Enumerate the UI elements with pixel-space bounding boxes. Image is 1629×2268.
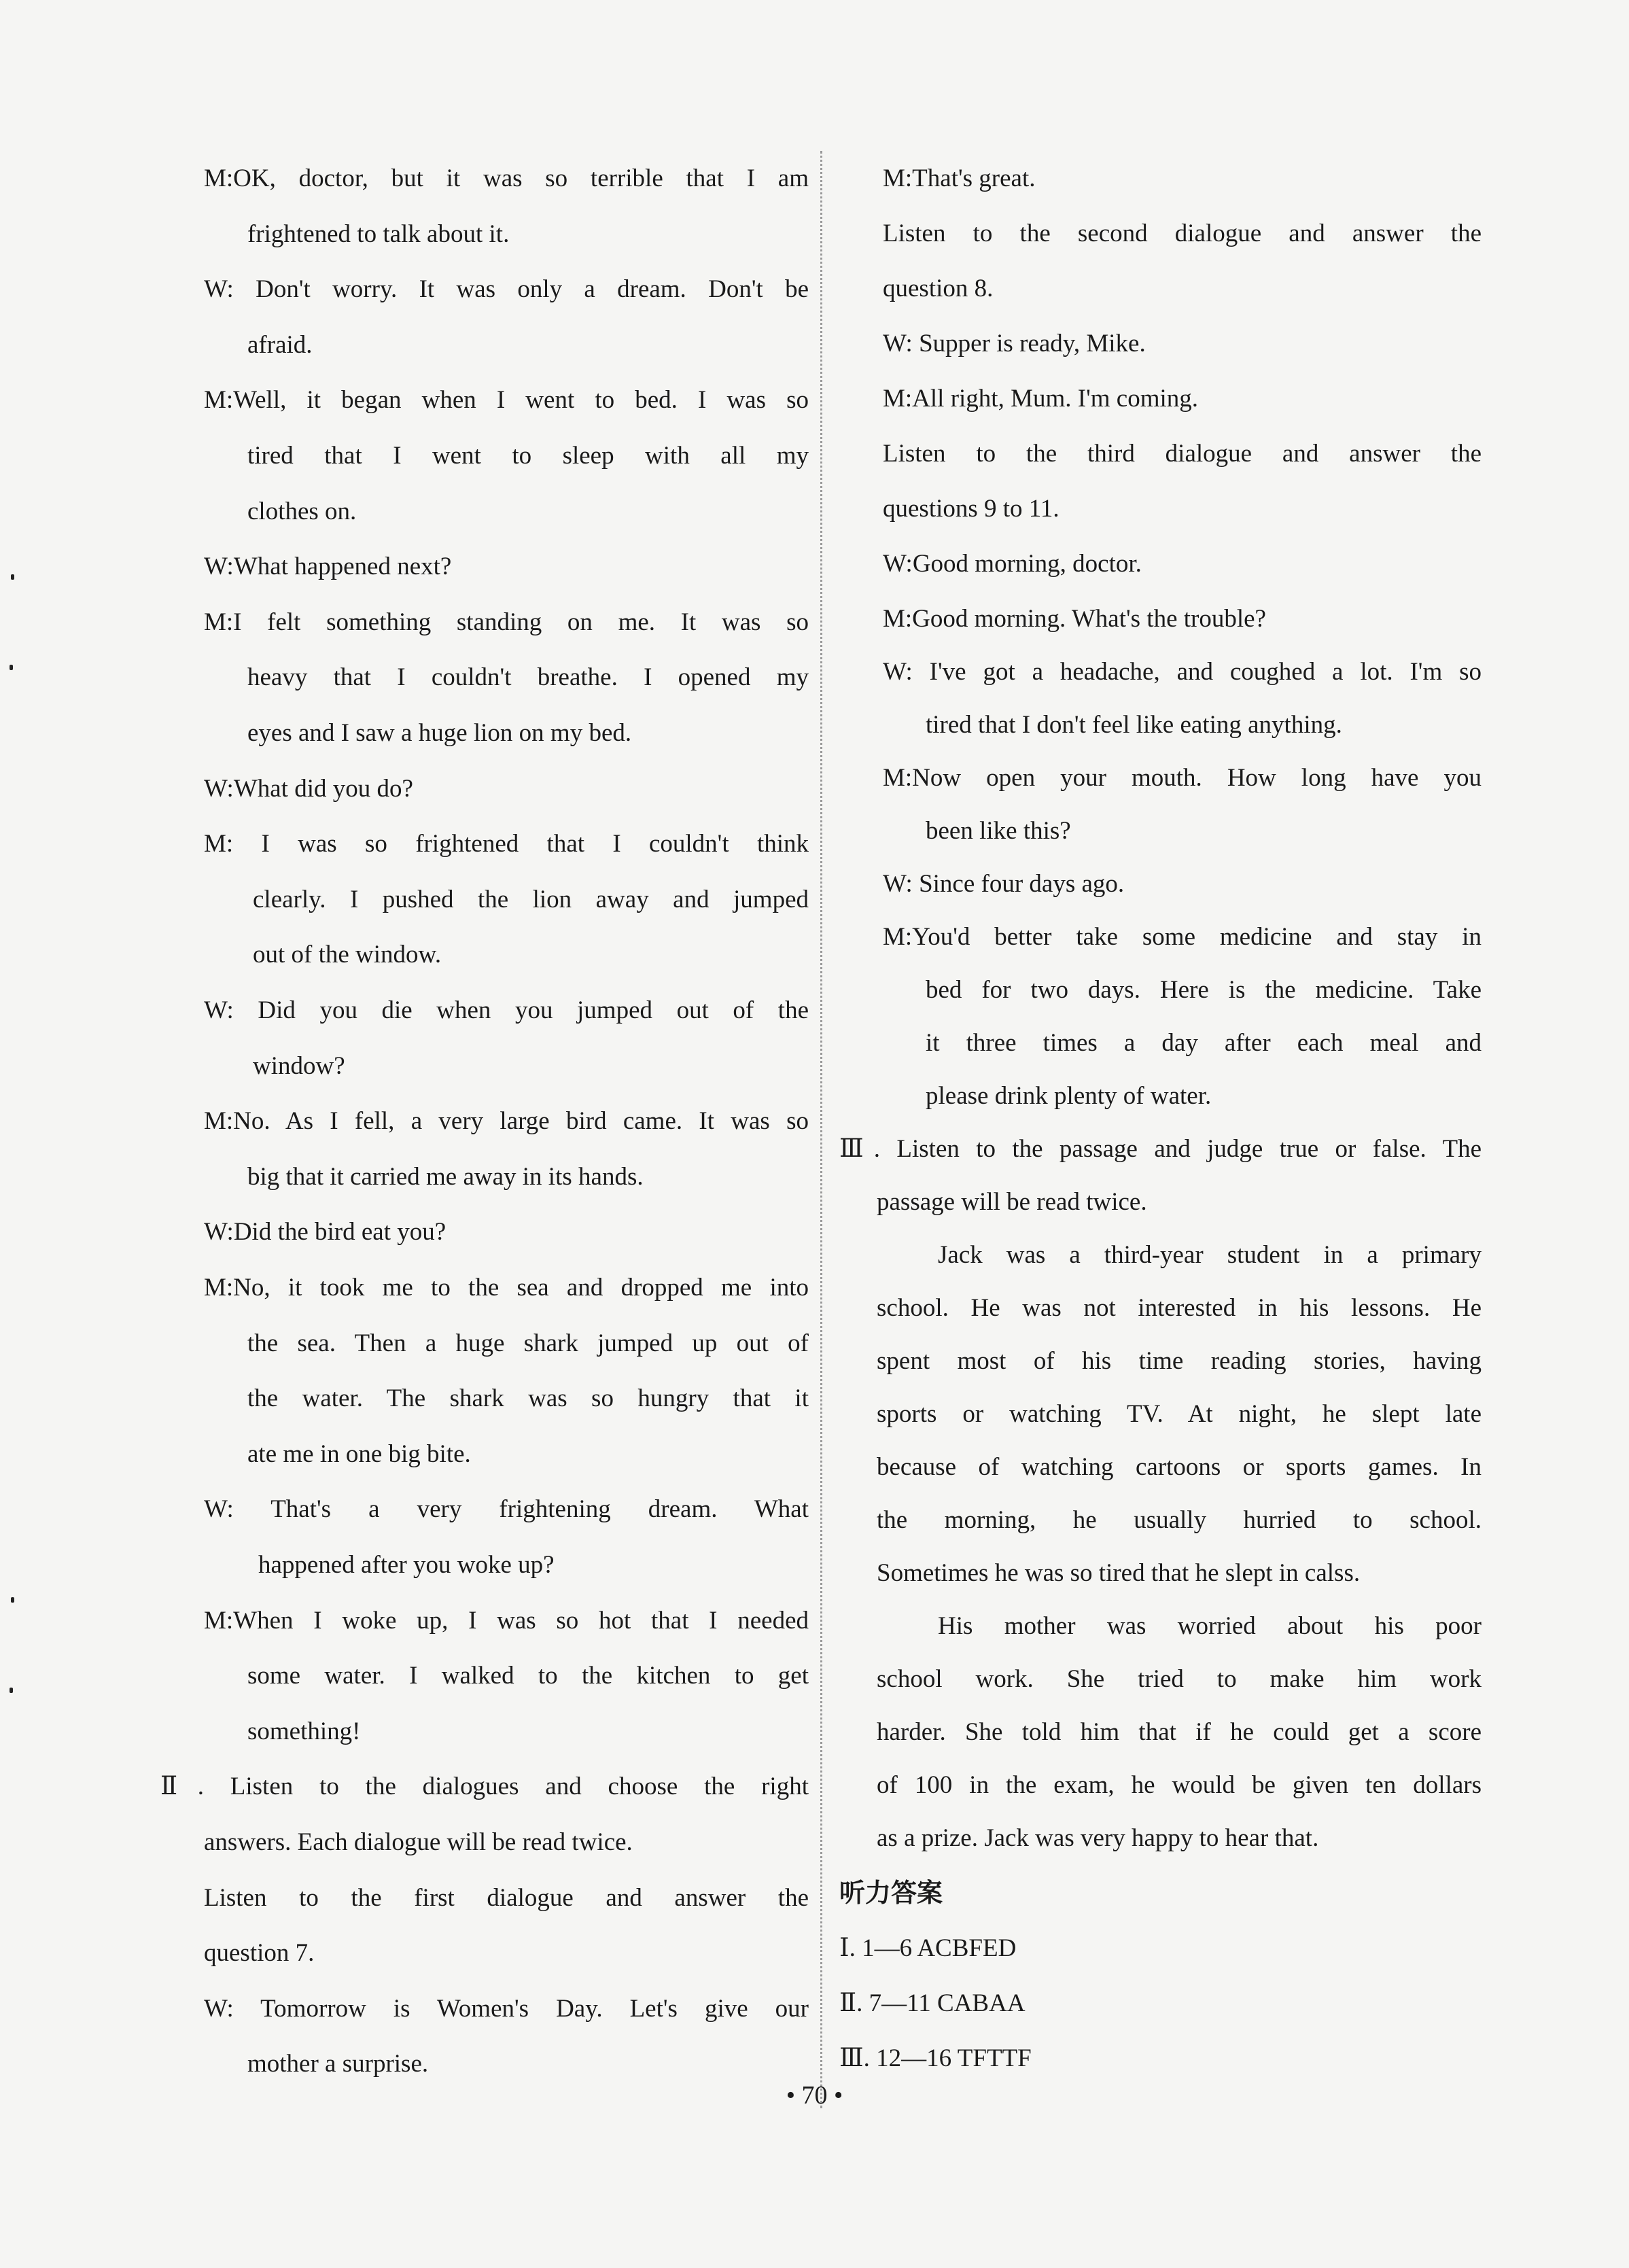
text-line: some water. I walked to the kitchen to get: [247, 1662, 809, 1690]
text-line: the sea. Then a huge shark jumped up out of: [247, 1329, 809, 1357]
page-number: • 70 •: [786, 2081, 843, 2110]
text-line: tired that I went to sleep with all my: [247, 442, 809, 470]
text-line: W:What did you do?: [204, 774, 413, 803]
scan-speck: [10, 1688, 13, 1693]
text-line: Jack was a third-year student in a primary: [938, 1241, 1482, 1269]
text-line: bed for two days. Here is the medicine. Take: [926, 976, 1482, 1004]
text-line: as a prize. Jack was very happy to hear that.: [877, 1824, 1319, 1852]
text-line: M:Good morning. What's the trouble?: [883, 605, 1266, 633]
text-line: ate me in one big bite.: [247, 1440, 471, 1468]
text-line: His mother was worried about his poor: [938, 1612, 1482, 1640]
text-line: W: Don't worry. It was only a dream. Don't be: [204, 275, 809, 304]
text-line: question 8.: [883, 275, 994, 302]
text-line: Ⅲ. 12—16 TFTTF: [839, 2044, 1032, 2072]
text-line: M:Well, it began when I went to bed. I was so: [204, 386, 809, 415]
scan-speck: [10, 665, 13, 670]
text-line: frightened to talk about it.: [247, 220, 510, 248]
text-line: M:OK, doctor, but it was so terrible that I am: [204, 164, 809, 192]
text-line: Listen to the second dialogue and answer the: [883, 220, 1482, 247]
text-line: of 100 in the exam, he would be given ten dollars: [877, 1771, 1482, 1799]
text-line: afraid.: [247, 330, 313, 359]
text-line: clearly. I pushed the lion away and jumped: [253, 885, 809, 913]
text-line: Ⅱ. Listen to the dialogues and choose the right: [160, 1773, 809, 1801]
text-line: Listen to the first dialogue and answer the: [204, 1883, 809, 1912]
text-line: harder. She told him that if he could get a score: [877, 1718, 1482, 1746]
text-line: because of watching cartoons or sports games. In: [877, 1453, 1482, 1481]
text-line: M:No, it took me to the sea and dropped me into: [204, 1274, 809, 1302]
text-line: Sometimes he was so tired that he slept in calss.: [877, 1559, 1361, 1587]
text-line: please drink plenty of water.: [926, 1082, 1212, 1110]
scan-speck: [11, 574, 14, 580]
text-line: W: Since four days ago.: [883, 870, 1125, 898]
text-line: W: I've got a headache, and coughed a lot. I'm so: [883, 658, 1482, 686]
text-line: W: Did you die when you jumped out of the: [204, 996, 809, 1024]
text-line: passage will be read twice.: [877, 1188, 1147, 1216]
text-line: questions 9 to 11.: [883, 495, 1059, 523]
text-line: spent most of his time reading stories, having: [877, 1347, 1482, 1375]
text-line: M:When I woke up, I was so hot that I needed: [204, 1606, 809, 1635]
text-line: W:Good morning, doctor.: [883, 550, 1142, 578]
text-line: tired that I don't feel like eating anything.: [926, 711, 1342, 739]
text-line: Ⅰ. 1—6 ACBFED: [839, 1934, 1017, 1962]
text-line: answers. Each dialogue will be read twice.: [204, 1828, 633, 1856]
text-line: question 7.: [204, 1939, 315, 1968]
section-heading: 听力答案: [839, 1878, 943, 1908]
column-divider: [820, 151, 822, 2108]
text-line: something!: [247, 1717, 361, 1745]
text-line: window?: [253, 1051, 345, 1080]
text-line: eyes and I saw a huge lion on my bed.: [247, 719, 632, 747]
scan-speck: [11, 1597, 14, 1603]
text-line: W:Did the bird eat you?: [204, 1218, 446, 1246]
text-line: W: That's a very frightening dream. What: [204, 1495, 809, 1524]
text-line: big that it carried me away in its hands.: [247, 1162, 644, 1191]
text-line: school work. She tried to make him work: [877, 1665, 1482, 1693]
text-line: W:What happened next?: [204, 553, 452, 581]
text-line: W: Supper is ready, Mike.: [883, 330, 1146, 357]
text-line: M:You'd better take some medicine and stay in: [883, 923, 1482, 951]
text-line: sports or watching TV. At night, he slept late: [877, 1400, 1482, 1428]
text-line: out of the window.: [253, 941, 442, 969]
text-line: happened after you woke up?: [258, 1551, 555, 1579]
text-line: Ⅲ. Listen to the passage and judge true or false. The: [839, 1135, 1482, 1163]
text-line: M: I was so frightened that I couldn't think: [204, 830, 809, 858]
text-line: M:All right, Mum. I'm coming.: [883, 385, 1199, 413]
text-line: school. He was not interested in his lessons. He: [877, 1294, 1482, 1322]
text-line: Ⅱ. 7—11 CABAA: [839, 1989, 1026, 2017]
text-line: clothes on.: [247, 497, 357, 525]
text-line: been like this?: [926, 817, 1071, 845]
text-line: it three times a day after each meal and: [926, 1029, 1482, 1057]
text-line: mother a surprise.: [247, 2050, 429, 2078]
text-line: M:I felt something standing on me. It was so: [204, 608, 809, 636]
text-line: M:Now open your mouth. How long have you: [883, 764, 1482, 792]
text-line: the morning, he usually hurried to school.: [877, 1506, 1482, 1534]
text-line: Listen to the third dialogue and answer the: [883, 440, 1482, 468]
text-line: the water. The shark was so hungry that it: [247, 1384, 809, 1413]
text-line: M:No. As I fell, a very large bird came. It was so: [204, 1107, 809, 1136]
text-line: M:That's great.: [883, 164, 1036, 192]
text-line: W: Tomorrow is Women's Day. Let's give our: [204, 1994, 809, 2023]
text-line: heavy that I couldn't breathe. I opened my: [247, 663, 809, 692]
